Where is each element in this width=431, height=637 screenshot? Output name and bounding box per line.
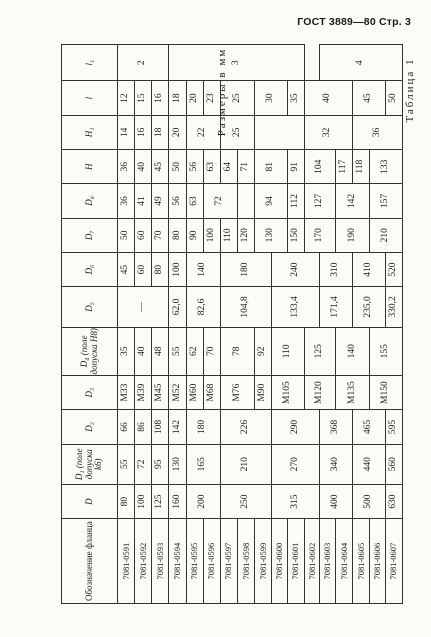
sizes-label: Размеры в мм xyxy=(216,47,228,137)
table-cell-D1: 210 xyxy=(220,444,271,484)
table-cell-designation: 7081-0605 xyxy=(353,519,370,604)
table-cell-H: 104 xyxy=(304,150,335,184)
table-cell-D8: 56 xyxy=(169,184,186,218)
table-cell-D5: — xyxy=(118,287,169,327)
table-cell-D4: 92 xyxy=(255,327,272,375)
table-cell-D3: M150 xyxy=(370,376,403,410)
table-cell-D2: 66 xyxy=(118,410,135,444)
table-cell-D7: 150 xyxy=(287,218,304,252)
col-header-D7: D₇ xyxy=(62,218,118,252)
table-cell-D2: 108 xyxy=(152,410,169,444)
table-cell-D4: 70 xyxy=(203,327,220,375)
table-cell-designation: 7081-0594 xyxy=(169,519,186,604)
table-cell-D2: 142 xyxy=(169,410,186,444)
table-cell-D3: M135 xyxy=(335,376,369,410)
table-cell-D: 630 xyxy=(385,484,402,518)
table-cell-l: 25 xyxy=(220,81,254,115)
table-cell-D2: 290 xyxy=(272,410,320,444)
table-cell-D4: 48 xyxy=(152,327,169,375)
table-cell-D7: 190 xyxy=(335,218,369,252)
table-cell-D1: 340 xyxy=(320,444,353,484)
table-cell-designation: 7081-0598 xyxy=(237,519,254,604)
table-cell-D1: 72 xyxy=(135,444,152,484)
table-cell-D7: 110 xyxy=(220,218,237,252)
table-cell-H: 118 xyxy=(353,150,370,184)
table-cell-H1 xyxy=(255,115,305,149)
col-header-designation: Обозначение фланца xyxy=(62,519,118,604)
table-cell-D3: M120 xyxy=(304,376,335,410)
table-cell-D7: 90 xyxy=(186,218,203,252)
table-cell-H: 64 xyxy=(220,150,237,184)
table-cell-D4: 62 xyxy=(186,327,203,375)
table-cell-D8: 157 xyxy=(370,184,403,218)
table-cell-designation: 7081-0600 xyxy=(272,519,288,604)
table-cell-l: 23 xyxy=(203,81,220,115)
table-cell-D7: 210 xyxy=(370,218,403,252)
table-cell-D8: 36 xyxy=(118,184,135,218)
table-cell-designation: 7081-0593 xyxy=(152,519,169,604)
table-cell-designation: 7081-0596 xyxy=(203,519,220,604)
flange-dimensions-table xyxy=(61,44,403,604)
table-cell-D: 400 xyxy=(320,484,353,518)
table-cell-D6: 520 xyxy=(385,252,402,286)
table-cell-D7: 60 xyxy=(135,218,152,252)
table-cell-D: 315 xyxy=(272,484,320,518)
table-cell-D3: M39 xyxy=(135,376,152,410)
table-cell-l1: 4 xyxy=(320,45,403,81)
page-header: ГОСТ 3889—80 Стр. 3 xyxy=(297,16,411,28)
table-cell-D7: 70 xyxy=(152,218,169,252)
table-cell-D4: 78 xyxy=(220,327,254,375)
table-cell-l: 50 xyxy=(385,81,402,115)
table-cell-D5: 62,0 xyxy=(169,287,186,327)
table-cell-D5: 330,2 xyxy=(385,287,402,327)
table-cell-l: 45 xyxy=(353,81,386,115)
table-cell-D: 80 xyxy=(118,484,135,518)
col-header-D8: D₈ xyxy=(62,184,118,218)
table-cell-H: 133 xyxy=(370,150,403,184)
flange-table-frame xyxy=(61,44,403,604)
table-cell-D6: 240 xyxy=(272,252,320,286)
table-cell-D2: 465 xyxy=(353,410,386,444)
table-cell-designation: 7081-0607 xyxy=(385,519,402,604)
table-cell-designation: 7081-0592 xyxy=(135,519,152,604)
table-cell-D1: 165 xyxy=(186,444,220,484)
col-header-D6: D₆ xyxy=(62,252,118,286)
table-cell-D3: M45 xyxy=(152,376,169,410)
table-cell-D6: 60 xyxy=(135,252,152,286)
table-cell-H: 81 xyxy=(255,150,288,184)
table-cell-D8: 94 xyxy=(255,184,288,218)
table-cell-H: 36 xyxy=(118,150,135,184)
col-header-H1: H₁ xyxy=(62,115,118,149)
table-cell-D8 xyxy=(237,184,254,218)
table-cell-D6: 310 xyxy=(320,252,353,286)
table-cell-H1: 25 xyxy=(220,115,254,149)
table-cell-D1: 130 xyxy=(169,444,186,484)
table-cell-D: 200 xyxy=(186,484,220,518)
table-cell-D7: 80 xyxy=(169,218,186,252)
table-cell-D7: 100 xyxy=(203,218,220,252)
table-cell-designation: 7081-0591 xyxy=(118,519,135,604)
table-cell-designation: 7081-0603 xyxy=(320,519,336,604)
table-cell-D2: 368 xyxy=(320,410,353,444)
table-cell-D3: M60 xyxy=(186,376,203,410)
table-cell-D6: 180 xyxy=(220,252,271,286)
col-header-l1: l₁ xyxy=(62,45,118,81)
table-cell-designation: 7081-0601 xyxy=(287,519,304,604)
table-cell-H1: 32 xyxy=(304,115,352,149)
table-cell-D8: 72 xyxy=(203,184,237,218)
table-cell-D4: 55 xyxy=(169,327,186,375)
table-cell-designation: 7081-0604 xyxy=(335,519,352,604)
table-cell-D6: 80 xyxy=(152,252,169,286)
table-cell-D3: M52 xyxy=(169,376,186,410)
table-cell-l: 15 xyxy=(135,81,152,115)
table-cell-D5: 171,4 xyxy=(320,287,353,327)
table-cell-D3: M76 xyxy=(220,376,254,410)
table-cell-D3: M105 xyxy=(272,376,305,410)
table-cell-H1: 22 xyxy=(186,115,220,149)
table-cell-H: 56 xyxy=(186,150,203,184)
table-cell-D4: 40 xyxy=(135,327,152,375)
table-cell-D2: 595 xyxy=(385,410,402,444)
table-cell-D5: 235,0 xyxy=(353,287,386,327)
table-cell-D6: 100 xyxy=(169,252,186,286)
table-cell-l: 20 xyxy=(186,81,203,115)
table-cell-D2: 86 xyxy=(135,410,152,444)
table-cell-l: 16 xyxy=(152,81,169,115)
table-cell-D2: 226 xyxy=(220,410,271,444)
table-cell-D4: 35 xyxy=(118,327,135,375)
table-cell-D6: 140 xyxy=(186,252,220,286)
col-header-D4: D₄ (поле допуска H8) xyxy=(62,327,118,375)
col-header-D: D xyxy=(62,484,118,518)
table-cell-D7: 50 xyxy=(118,218,135,252)
col-header-H: H xyxy=(62,150,118,184)
table-cell-D3: M90 xyxy=(255,376,272,410)
table-cell-D4: 110 xyxy=(272,327,305,375)
table-cell-D: 160 xyxy=(169,484,186,518)
table-cell-D6: 410 xyxy=(353,252,386,286)
table-cell-D1: 560 xyxy=(385,444,402,484)
table-cell-l: 30 xyxy=(255,81,288,115)
col-header-D1: D₁ (поле допуска k6) xyxy=(62,444,118,484)
table-cell-designation: 7081-0597 xyxy=(220,519,237,604)
table-cell-H: 63 xyxy=(203,150,220,184)
table-cell-D: 100 xyxy=(135,484,152,518)
table-cell-designation: 7081-0599 xyxy=(255,519,272,604)
table-cell-D2: 180 xyxy=(186,410,220,444)
table-cell-l1: 3 xyxy=(169,45,304,81)
table-cell-designation: 7081-0602 xyxy=(304,519,320,604)
table-cell-D3: M68 xyxy=(203,376,220,410)
table-cell-D7: 130 xyxy=(255,218,288,252)
table-cell-designation: 7081-0606 xyxy=(370,519,386,604)
table-cell-H1: 20 xyxy=(169,115,186,149)
table-cell-H1: 14 xyxy=(118,115,135,149)
table-cell-D4: 155 xyxy=(370,327,403,375)
col-header-D5: D₅ xyxy=(62,287,118,327)
table-cell-l: 12 xyxy=(118,81,135,115)
table-cell-D1: 95 xyxy=(152,444,169,484)
table-cell-H: 117 xyxy=(335,150,352,184)
table-cell-H1: 18 xyxy=(152,115,169,149)
table-cell-D6: 45 xyxy=(118,252,135,286)
table-cell-H: 71 xyxy=(237,150,254,184)
table-cell-D8: 63 xyxy=(186,184,203,218)
table-cell-l: 18 xyxy=(169,81,186,115)
table-cell-D7: 120 xyxy=(237,218,254,252)
table-cell-D8: 41 xyxy=(135,184,152,218)
table-cell-D: 125 xyxy=(152,484,169,518)
table-cell-D5: 104,8 xyxy=(220,287,271,327)
table-cell-H: 91 xyxy=(287,150,304,184)
table-cell-l: 40 xyxy=(304,81,352,115)
table-cell-H: 40 xyxy=(135,150,152,184)
table-cell-D4: 140 xyxy=(335,327,369,375)
table-cell-D8: 49 xyxy=(152,184,169,218)
table-cell-designation: 7081-0595 xyxy=(186,519,203,604)
table-cell-l: 35 xyxy=(287,81,304,115)
table-cell-l1: 2 xyxy=(118,45,169,81)
table-cell-H1: 16 xyxy=(135,115,152,149)
table-cell-D3: M33 xyxy=(118,376,135,410)
table-cell-D8: 127 xyxy=(304,184,335,218)
table-cell-D1: 55 xyxy=(118,444,135,484)
table-cell-D8: 142 xyxy=(335,184,369,218)
table-cell-H: 45 xyxy=(152,150,169,184)
table-cell-H: 50 xyxy=(169,150,186,184)
col-header-D2: D₂ xyxy=(62,410,118,444)
table-cell-D: 250 xyxy=(220,484,271,518)
table-label: Таблица 1 xyxy=(404,57,416,123)
table-cell-D1: 440 xyxy=(353,444,386,484)
table-cell-D4: 125 xyxy=(304,327,335,375)
col-header-D3: D₃ xyxy=(62,376,118,410)
table-cell-D7: 170 xyxy=(304,218,335,252)
table-cell-D: 500 xyxy=(353,484,386,518)
table-cell-D1: 270 xyxy=(272,444,320,484)
col-header-l: l xyxy=(62,81,118,115)
table-cell-D8: 112 xyxy=(287,184,304,218)
table-cell-H1: 36 xyxy=(353,115,403,149)
table-cell-D5: 133,4 xyxy=(272,287,320,327)
table-cell-D5: 82,6 xyxy=(186,287,220,327)
